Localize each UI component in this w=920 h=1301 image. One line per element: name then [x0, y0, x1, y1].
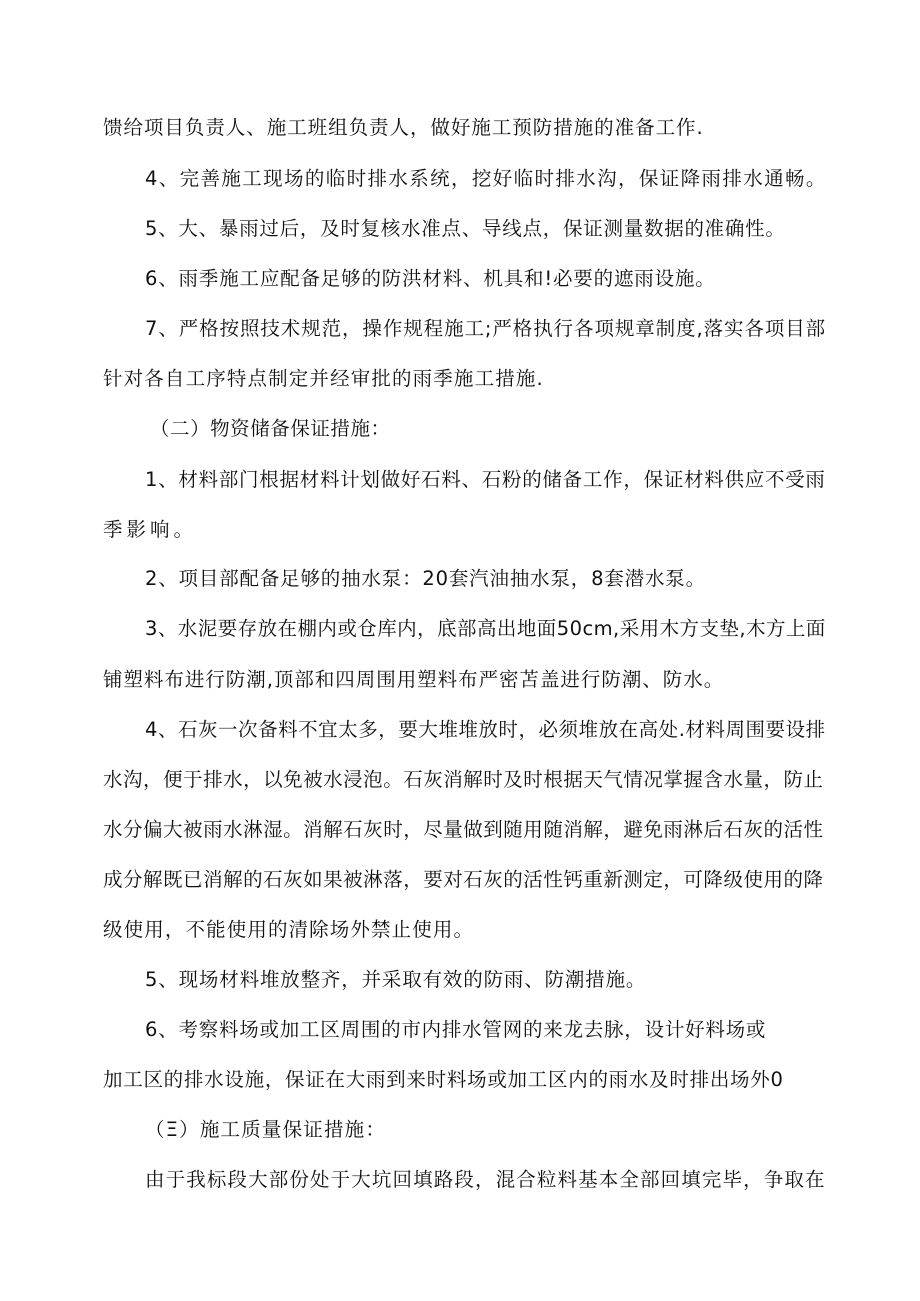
text-line: 5、现场材料堆放整齐，并采取有效的防雨、防潮措施。 [145, 968, 647, 991]
text-line: 加工区的排水设施，保证在大雨到来时料场或加工区内的雨水及时排出场外0 [103, 1068, 784, 1091]
text-line: 季影响。 [103, 518, 198, 541]
text-line: 铺塑料布进行防潮,顶部和四周围用塑料布严密苫盖进行防潮、防水。 [103, 668, 725, 691]
section-heading: （二）物资储备保证措施： [150, 417, 391, 440]
text-line: 馈给项目负责人、施工班组负责人，做好施工预防措施的准备工作. [103, 116, 704, 139]
text-line: 5、大、暴雨过后，及时复核水准点、导线点，保证测量数据的准确性。 [145, 217, 786, 240]
text-line: 水沟，便于排水，以免被水浸泡。石灰消解时及时根据天气情况掌握含水量，防止 [103, 768, 824, 791]
text-line: 水分偏大被雨水淋湿。消解石灰时，尽量做到随用随消解，避免雨淋后石灰的活性 [103, 818, 824, 841]
text-line: 1、材料部门根据材料计划做好石料、石粉的储备工作，保证材料供应不受雨 [145, 468, 826, 491]
text-line: 由于我标段大部份处于大坑回填路段，混合粒料基本全部回填完毕，争取在 [145, 1168, 826, 1191]
text-line: 4、完善施工现场的临时排水系统，挖好临时排水沟，保证降雨排水通畅。 [145, 167, 827, 190]
text-line: 6、考察料场或加工区周围的市内排水管网的来龙去脉，设计好料场或 [145, 1018, 767, 1041]
text-line: 级使用，不能使用的清除场外禁止使用。 [103, 918, 475, 941]
text-line: 7、严格按照技术规范，操作规程施工;严格执行各项规章制度,落实各项目部 [145, 317, 827, 340]
text-line: 3、水泥要存放在棚内或仓库内，底部高出地面50cm,采用木方支垫,木方上面 [145, 617, 826, 640]
text-line: 针对各自工序特点制定并经审批的雨季施工措施. [103, 367, 544, 390]
text-line: 成分解既已消解的石灰如果被淋落，要对石灰的活性钙重新测定，可降级使用的降 [103, 868, 824, 891]
text-line: 4、石灰一次备料不宜太多，要大堆堆放时，必须堆放在高处.材料周围要设排 [145, 718, 826, 741]
text-line: 6、雨季施工应配备足够的防洪材料、机具和!必要的遮雨设施。 [145, 267, 716, 290]
text-line: 2、项目部配备足够的抽水泵：20套汽油抽水泵，8套潜水泵。 [145, 567, 706, 590]
section-heading: （Ξ）施工质量保证措施： [145, 1118, 387, 1141]
